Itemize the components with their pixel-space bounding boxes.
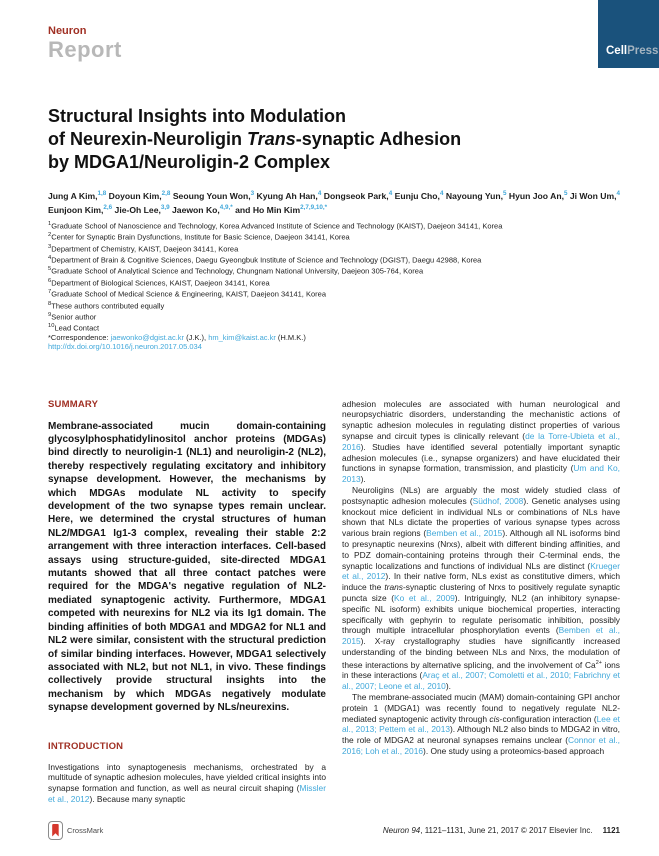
text-link[interactable]: Bemben et al., 2015 xyxy=(426,528,503,539)
author-name: Dongseok Park,$^4$ xyxy=(323,190,393,201)
author-superscript: 2,7,9,10,* xyxy=(300,203,328,211)
author-superscript: 3,9 xyxy=(160,203,170,211)
intro-paragraph: Investigations into synaptogenesis mechanisms, orchestrated by a multitude of synaptic adhesion molecules, have yielded critical insights into synapse formation and function, as well as neural circuit shaping (Missler et al., 2012). Because many synaptic xyxy=(48,761,326,804)
author-name: Eunjoon Kim,$^{2,6}$ xyxy=(48,203,113,215)
affiliation-line: $^7$Graduate School of Medical Science & Engineering, KAIST, Daejeon 34141, Korea xyxy=(48,289,326,299)
cellpress-wordmark xyxy=(606,41,658,59)
right-column xyxy=(342,399,620,805)
author-name: and Ho Min Kim$^{2,7,9,10,*}$ xyxy=(235,203,328,215)
affiliation-line: $^5$Graduate School of Analytical Science and Technology, Chungnam National University, Daejeon 305-764, Korea xyxy=(48,266,424,276)
journal-name: Neuron xyxy=(48,25,87,37)
author-name: Seoung Youn Won,$^3$ xyxy=(172,190,255,201)
cellpress-logo[interactable] xyxy=(598,0,659,68)
author-superscript: 2,8 xyxy=(161,190,171,197)
author-name: Jie-Oh Lee,$^{3,9}$ xyxy=(114,203,170,215)
text-link[interactable]: Ko et al., 2009 xyxy=(394,592,455,603)
cellpress-press-text: Press xyxy=(627,45,659,57)
crossmark-badge[interactable] xyxy=(48,821,103,840)
summary-heading: SUMMARY xyxy=(48,398,99,410)
left-column xyxy=(48,399,326,805)
text-link[interactable]: Araç et al., 2007; Comoletti et al., 2010; Fabrichny et al., 2007; Leone et al., 2010 xyxy=(342,670,620,692)
affiliation-line: $^2$Center for Synaptic Brain Dysfunctions, Institute for Basic Science, Daejeon 34141, Korea xyxy=(48,232,350,242)
author-name: Doyoun Kim,$^{2,8}$ xyxy=(108,190,171,201)
author-superscript: 4 xyxy=(388,190,393,197)
introduction-heading: INTRODUCTION xyxy=(48,740,124,752)
cellpress-cell-text: Cell xyxy=(606,45,628,57)
doi-link[interactable]: http://dx.doi.org/10.1016/j.neuron.2017.05.034 xyxy=(48,341,202,351)
affiliation-line: $^{10}$Lead Contact xyxy=(48,323,100,333)
affiliation-line: $^4$Department of Brain & Cognitive Sciences, Daegu Gyeongbuk Institute of Science and Technology (DGIST), Daegu 42988, Korea xyxy=(48,254,482,265)
author-name: Nayoung Yun,$^5$ xyxy=(445,190,507,201)
text-link[interactable]: jaewonko@dgist.ac.kr xyxy=(110,332,185,342)
affiliation-list xyxy=(48,220,620,334)
body-paragraph: Neuroligins (NLs) are arguably the most widely studied class of postsynaptic adhesion molecules (Südhof, 2008). Genetic analyses using knockout mice deficient in individual NLs or combinations of NLs have shown that NLs dictate the properties of various synapse types across various brain regions (Bemben et al., 2015). Although all NL isoforms bind to presynaptic neurexins (Nrxs), albeit with different binding affinities, and to PDZ domain-containing proteins through their C-terminal ends, the synaptic localizations and functions of individual NLs are distinct (Krueger et al., 2012). In their native form, NLs exist as constitutive dimers, which induce the trans-synaptic clustering of Nrxs to positively regulate synaptic puncta size (Ko et al., 2009). Intriguingly, NL2 (an inhibitory synapse-specific NL isoform) exhibits unique biochemical properties, interacting specifically with gephyrin to regulate perisomatic inhibition, possibly through multiple intracellular phosphorylation events (Bemben et al., 2015). X-ray crystallography studies have significantly increased understanding of the binding between NLs and Nrxs, the modulation of these interactions by alternative splicing, and the involvement of $Ca^{2+}$ ions in these interactions (Araç et al., 2007; Comoletti et al., 2010; Fabrichny et al., 2007; Leone et al., 2010). xyxy=(342,484,621,692)
author-superscript: 5 xyxy=(563,190,568,197)
author-superscript: 2,6 xyxy=(103,203,113,211)
footer-citation: Neuron 94, 1121–1131, June 21, 2017 © 2017 Elsevier Inc. 1121 xyxy=(382,826,620,835)
title-line-3: by MDGA1/Neuroligin-2 Complex xyxy=(48,152,331,172)
author-list xyxy=(48,188,633,216)
article-title xyxy=(48,105,620,174)
title-line-1: Structural Insights into Modulation xyxy=(48,106,346,126)
text-link[interactable]: Lee et al., 2013; Pettem et al., 2013 xyxy=(342,713,620,735)
body-paragraph: The membrane-associated mucin (MAM) domain-containing GPI anchor protein 1 (MDGA1) was recently found to negatively regulate NL2-mediated synaptogenic activity through cis-configuration interaction (Lee et al., 2013; Pettem et al., 2013). Although NL2 also binds to MDGA2 in vitro, the role of MDGA2 at neuronal synapses remains unclear (Connor et al., 2016; Loh et al., 2016). One study using a proteomics-based approach xyxy=(342,691,621,756)
author-superscript: 3 xyxy=(250,190,255,197)
author-superscript: 4 xyxy=(317,190,322,197)
author-superscript: 5 xyxy=(503,190,507,197)
text-link[interactable]: Um and Ko, 2013 xyxy=(342,463,620,485)
text-link[interactable]: Connor et al., 2016; Loh et al., 2016 xyxy=(342,735,621,756)
correspondence-line: *Correspondence: jaewonko@dgist.ac.kr (J.K.), hm_kim@kaist.ac.kr (H.M.K.) xyxy=(48,332,306,342)
title-line-2: of Neurexin-Neuroligin Trans-synaptic Adhesion xyxy=(48,129,462,149)
affiliation-line: $^9$Senior author xyxy=(48,311,97,322)
text-link[interactable]: Südhof, 2008 xyxy=(472,495,524,506)
text-link[interactable]: Missler et al., 2012 xyxy=(48,783,326,804)
crossmark-icon xyxy=(48,821,63,840)
author-name: Eunju Cho,$^4$ xyxy=(394,190,444,201)
text-link[interactable]: de la Torre-Ubieta et al., 2016 xyxy=(342,430,620,452)
masthead xyxy=(48,25,620,62)
affiliation-line: $^3$Department of Chemistry, KAIST, Daejeon 34141, Korea xyxy=(48,243,239,254)
crossmark-bookmark-shape xyxy=(52,824,59,837)
article-body xyxy=(48,399,620,805)
affiliation-line: $^8$These authors contributed equally xyxy=(48,300,165,311)
author-superscript: 1,8 xyxy=(97,190,107,197)
text-link[interactable]: Krueger et al., 2012 xyxy=(342,560,620,582)
page-footer xyxy=(48,821,620,840)
summary-paragraph: Membrane-associated mucin domain-containing glycosylphosphatidylinositol anchor proteins (MDGAs) bind directly to neuroligin-1 (NL1) and neuroligin-2 (NL2), thereby respectively regulating excitatory and inhibitory synapse development. However, the mechanisms by which MDGAs modulate NL activity to specify development of the two synapse types remain unclear. Here, we determined the crystal structures of human NL2/MDGA1 Ig1-3 complex, revealing their stable 2:2 arrangement with three interaction interfaces. Cell-based assays using structure-guided, site-directed MDGA1 mutants showed that all three contact patches were required for the MDGA's negative regulation of NL2-mediated synaptogenic activity. Furthermore, MDGA1 competed with neurexins for NL2 via its Ig1 domain. The binding affinities of both MDGA1 and MDGA2 for NL1 and NL2 were similar, consistent with the structural prediction of similar binding interfaces. However, MDGA1 selectively associated with NL2, but not NL1, in vivo. These findings collectively provide structural insights into the mechanism by which MDGAs negatively modulate synapse development governed by NLs/neurexins. xyxy=(48,420,326,714)
author-name: Jaewon Ko,$^{4,9,*}$ xyxy=(172,203,233,215)
author-superscript: 4 xyxy=(616,190,621,197)
text-link[interactable]: Bemben et al., 2015 xyxy=(342,625,620,647)
author-name: Jung A Kim,$^{1,8}$ xyxy=(48,190,107,201)
affiliation-line: $^1$Graduate School of Nanoscience and Technology, Korea Advanced Institute of Science and Technology (KAIST), Daejeon 34141, Korea xyxy=(48,220,503,231)
body-paragraph: adhesion molecules are associated with human neurological and neuropsychiatric disorders, understanding the mechanistic actions of synaptic adhesion molecules in regulating distinct properties of various synapse and circuit types is clinically relevant (de la Torre-Ubieta et al., 2016). Studies have identified several potentially important synaptic adhesion molecules (i.e., synapse organizers) and have elucidated their functions in synapse formation, transmission, and plasticity (Um and Ko, 2013). xyxy=(342,398,620,485)
author-name: Hyun Joo An,$^5$ xyxy=(508,190,568,201)
affiliation-line: $^6$Department of Biological Sciences, KAIST, Daejeon 34141, Korea xyxy=(48,277,270,288)
text-link[interactable]: hm_kim@kaist.ac.kr xyxy=(208,332,276,342)
crossmark-label: CrossMark xyxy=(67,826,104,835)
article-type-label: Report xyxy=(48,37,122,62)
author-name: Ji Won Um,$^4$ xyxy=(569,190,621,201)
doi-line xyxy=(48,343,620,352)
author-superscript: 4 xyxy=(439,190,444,197)
author-name: Kyung Ah Han,$^4$ xyxy=(256,190,322,201)
author-superscript: 4,9,* xyxy=(219,203,233,211)
